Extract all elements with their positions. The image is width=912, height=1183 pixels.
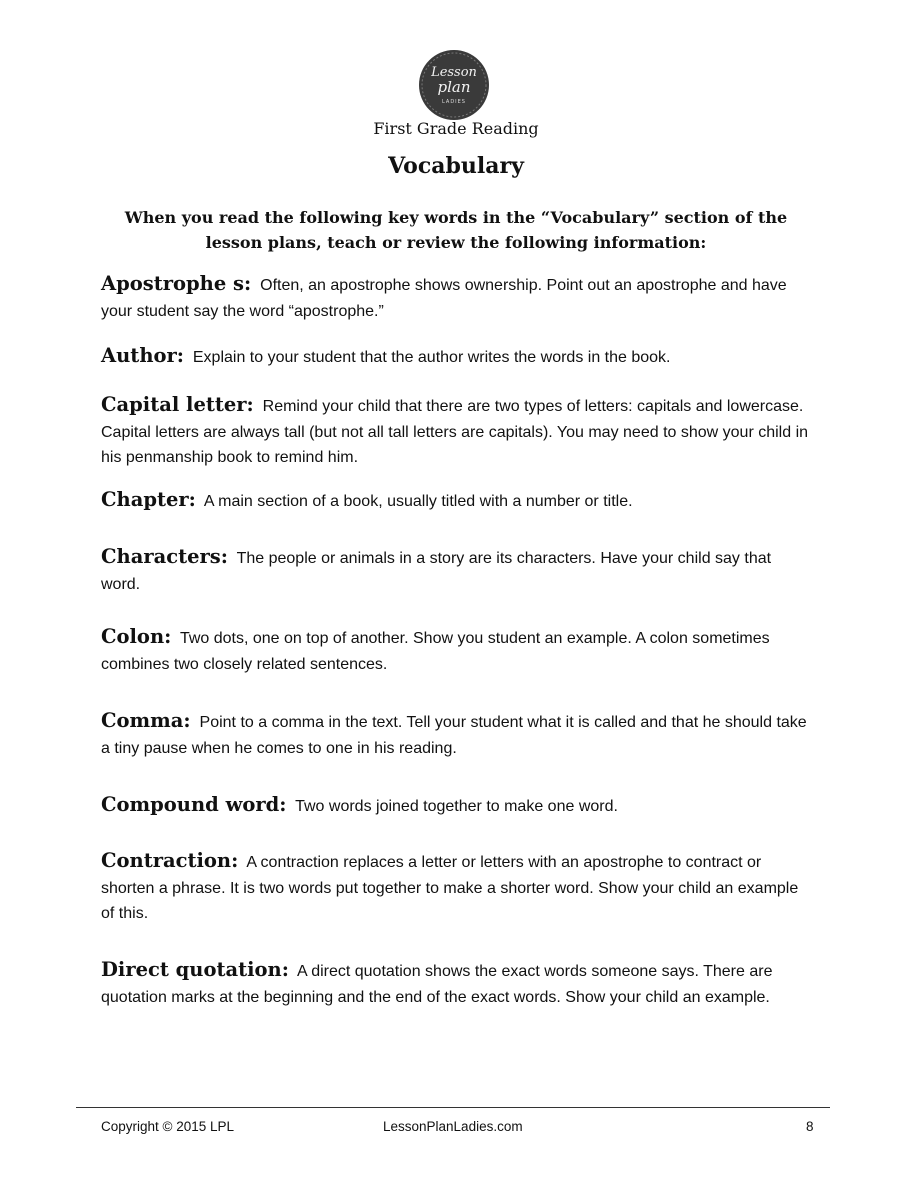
vocab-entry-colon (101, 624, 813, 677)
vocab-term: Apostrophe s: (101, 272, 252, 295)
vocab-definition: A contraction replaces a letter or letters with an apostrophe to contract or shorten a phrase. It is two words put together to make a shorter word. Show your child an example of this. (101, 854, 799, 922)
vocab-term: Colon: (101, 625, 172, 648)
vocab-entry-comma (101, 708, 813, 761)
vocab-term: Capital letter: (101, 393, 254, 416)
vocab-entry-compound-word (101, 792, 813, 820)
vocab-definition: A direct quotation shows the exact words someone says. There are quotation marks at the beginning and the end of the exact words. Show your child an example. (101, 963, 773, 1006)
vocab-term: Direct quotation: (101, 958, 289, 981)
lesson-plan-ladies-logo (417, 48, 491, 122)
footer-divider (76, 1107, 830, 1108)
vocab-entry-characters (101, 544, 813, 597)
vocab-entry-capital-letter (101, 392, 813, 471)
vocab-definition: Two words joined together to make one word. (295, 798, 618, 815)
vocab-entry-chapter (101, 487, 813, 515)
vocab-definition: The people or animals in a story are its characters. Have your child say that word. (101, 550, 772, 593)
vocab-entry-direct-quotation (101, 957, 813, 1010)
subject-heading: First Grade Reading (373, 119, 539, 138)
vocab-definition: Point to a comma in the text. Tell your student what it is called and that he should take a tiny pause when he comes to one in his reading. (101, 714, 807, 757)
vocab-term: Characters: (101, 545, 228, 568)
vocab-entry-contraction (101, 848, 813, 927)
logo-text-plan: plan (437, 78, 471, 96)
vocab-term: Author: (101, 344, 184, 367)
page-title: Vocabulary (388, 153, 524, 179)
vocab-term: Contraction: (101, 849, 239, 872)
footer-copyright: Copyright © 2015 LPL (101, 1119, 235, 1134)
vocab-definition: Explain to your student that the author writes the words in the book. (192, 349, 671, 366)
vocab-term: Chapter: (101, 488, 196, 511)
footer-page-number: 8 (806, 1119, 814, 1134)
vocab-entry-apostrophe (101, 271, 813, 324)
logo-text-ladies: LADIES (442, 99, 466, 105)
logo-text-lesson: Lesson (431, 65, 477, 80)
vocab-term: Compound word: (101, 793, 287, 816)
vocab-definition: A main section of a book, usually titled with a number or title. (203, 493, 633, 510)
vocab-definition: Two dots, one on top of another. Show you student an example. A colon sometimes combines two closely related sentences. (101, 630, 770, 673)
vocab-definition: Remind your child that there are two types of letters: capitals and lowercase. Capital letters are always tall (but not all tall letters are capitals). You may need to show your child in his penmanship book to remind him. (101, 398, 809, 466)
intro-instructions: When you read the following key words in the “Vocabulary” section of the lesson plans, teach or review the following information: (124, 208, 788, 252)
vocab-entry-author (101, 343, 813, 371)
footer-website: LessonPlanLadies.com (383, 1119, 523, 1134)
vocab-definition: Often, an apostrophe shows ownership. Point out an apostrophe and have your student say the word “apostrophe.” (101, 277, 787, 320)
vocab-term: Comma: (101, 709, 191, 732)
